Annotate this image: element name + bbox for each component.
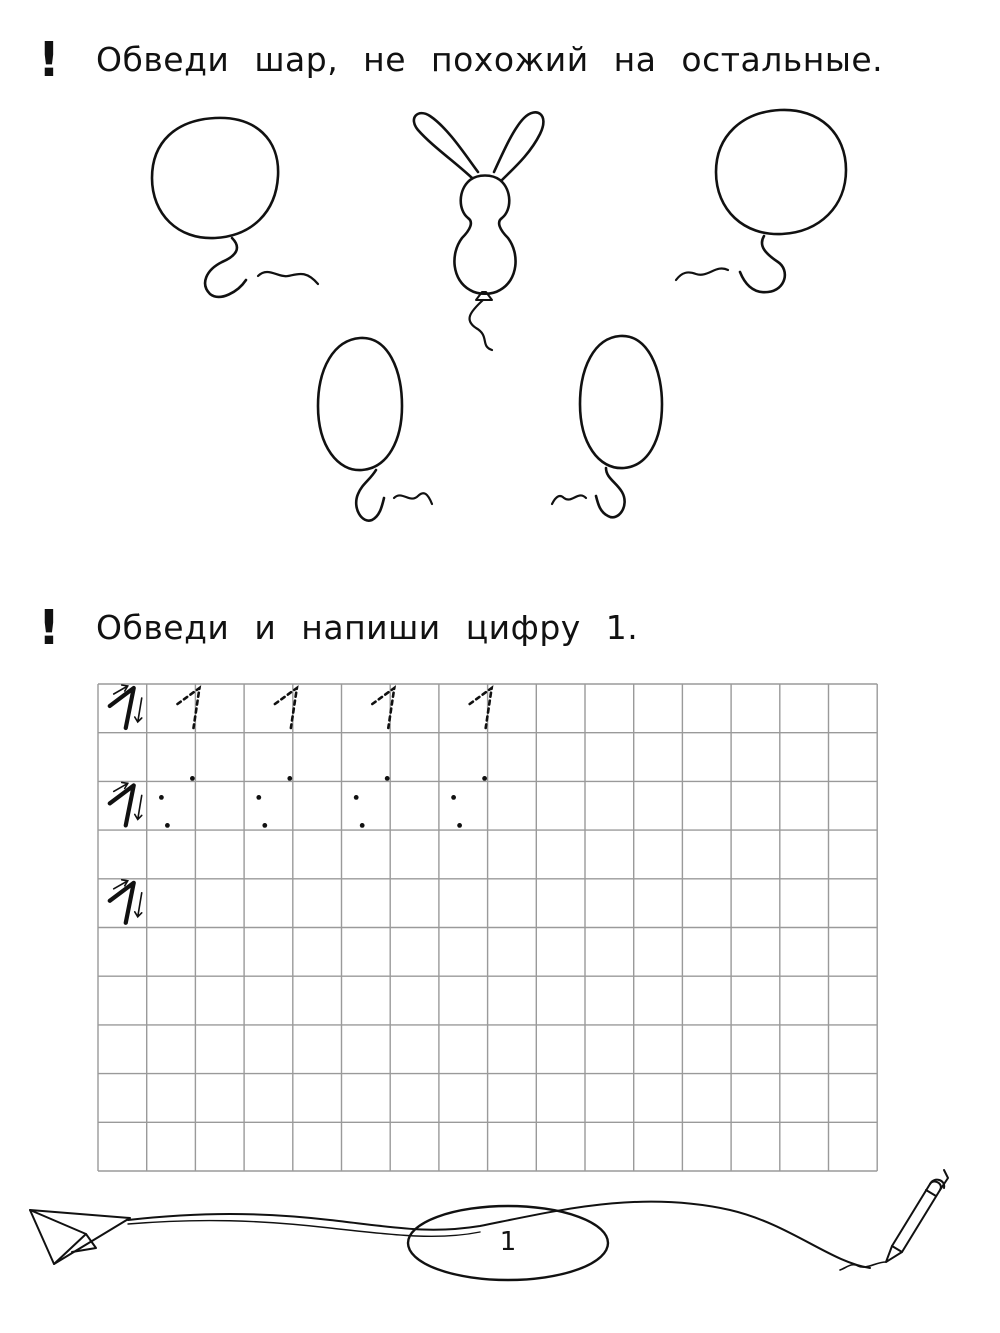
pen-icon (840, 1170, 948, 1270)
task-2-instruction: Обведи и напиши цифру 1. (96, 608, 639, 647)
exclamation-icon: ! (38, 32, 60, 88)
page-number: 1 (499, 1227, 517, 1257)
paper-plane-icon (30, 1210, 130, 1264)
task-1-instruction: Обведи шар, не похожий на остальные. (96, 40, 884, 79)
exclamation-icon: ! (38, 600, 60, 656)
